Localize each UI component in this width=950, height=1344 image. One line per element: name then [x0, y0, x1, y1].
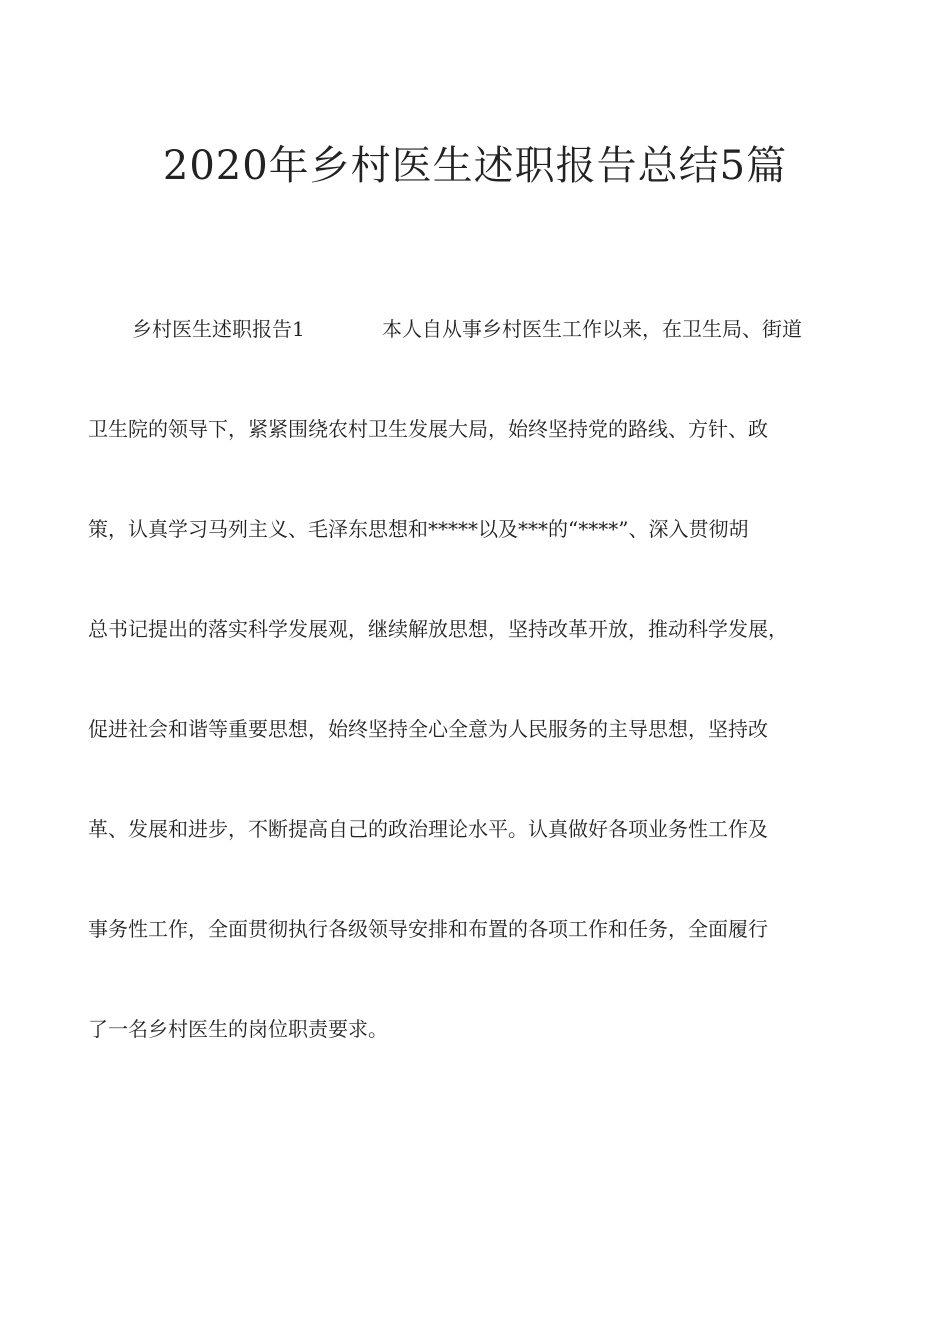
paragraph-line: 了一名乡村医生的岗位职责要求。: [88, 1017, 388, 1041]
paragraph-line: 革、发展和进步，不断提高自己的政治理论水平。认真做好各项业务性工作及: [88, 817, 768, 841]
paragraph-line: 总书记提出的落实科学发展观，继续解放思想，坚持改革开放，推动科学发展，: [88, 617, 788, 641]
paragraph-line: 促进社会和谐等重要思想，始终坚持全心全意为人民服务的主导思想，坚持改: [88, 717, 768, 741]
paragraph-line: 事务性工作，全面贯彻执行各级领导安排和布置的各项工作和任务，全面履行: [88, 917, 768, 941]
paragraph-line: 卫生院的领导下，紧紧围绕农村卫生发展大局，始终坚持党的路线、方针、政: [88, 417, 768, 441]
paragraph-line: [88, 314, 907, 344]
document-title: 2020年乡村医生述职报告总结5篇: [162, 143, 788, 189]
paragraph-line: 策，认真学习马列主义、毛泽东思想和*****以及***的“****”、深入贯彻胡: [88, 517, 749, 541]
section-heading: 乡村医生述职报告1: [132, 317, 305, 341]
paragraph-text: 本人自从事乡村医生工作以来，在卫生局、街道: [382, 317, 802, 341]
